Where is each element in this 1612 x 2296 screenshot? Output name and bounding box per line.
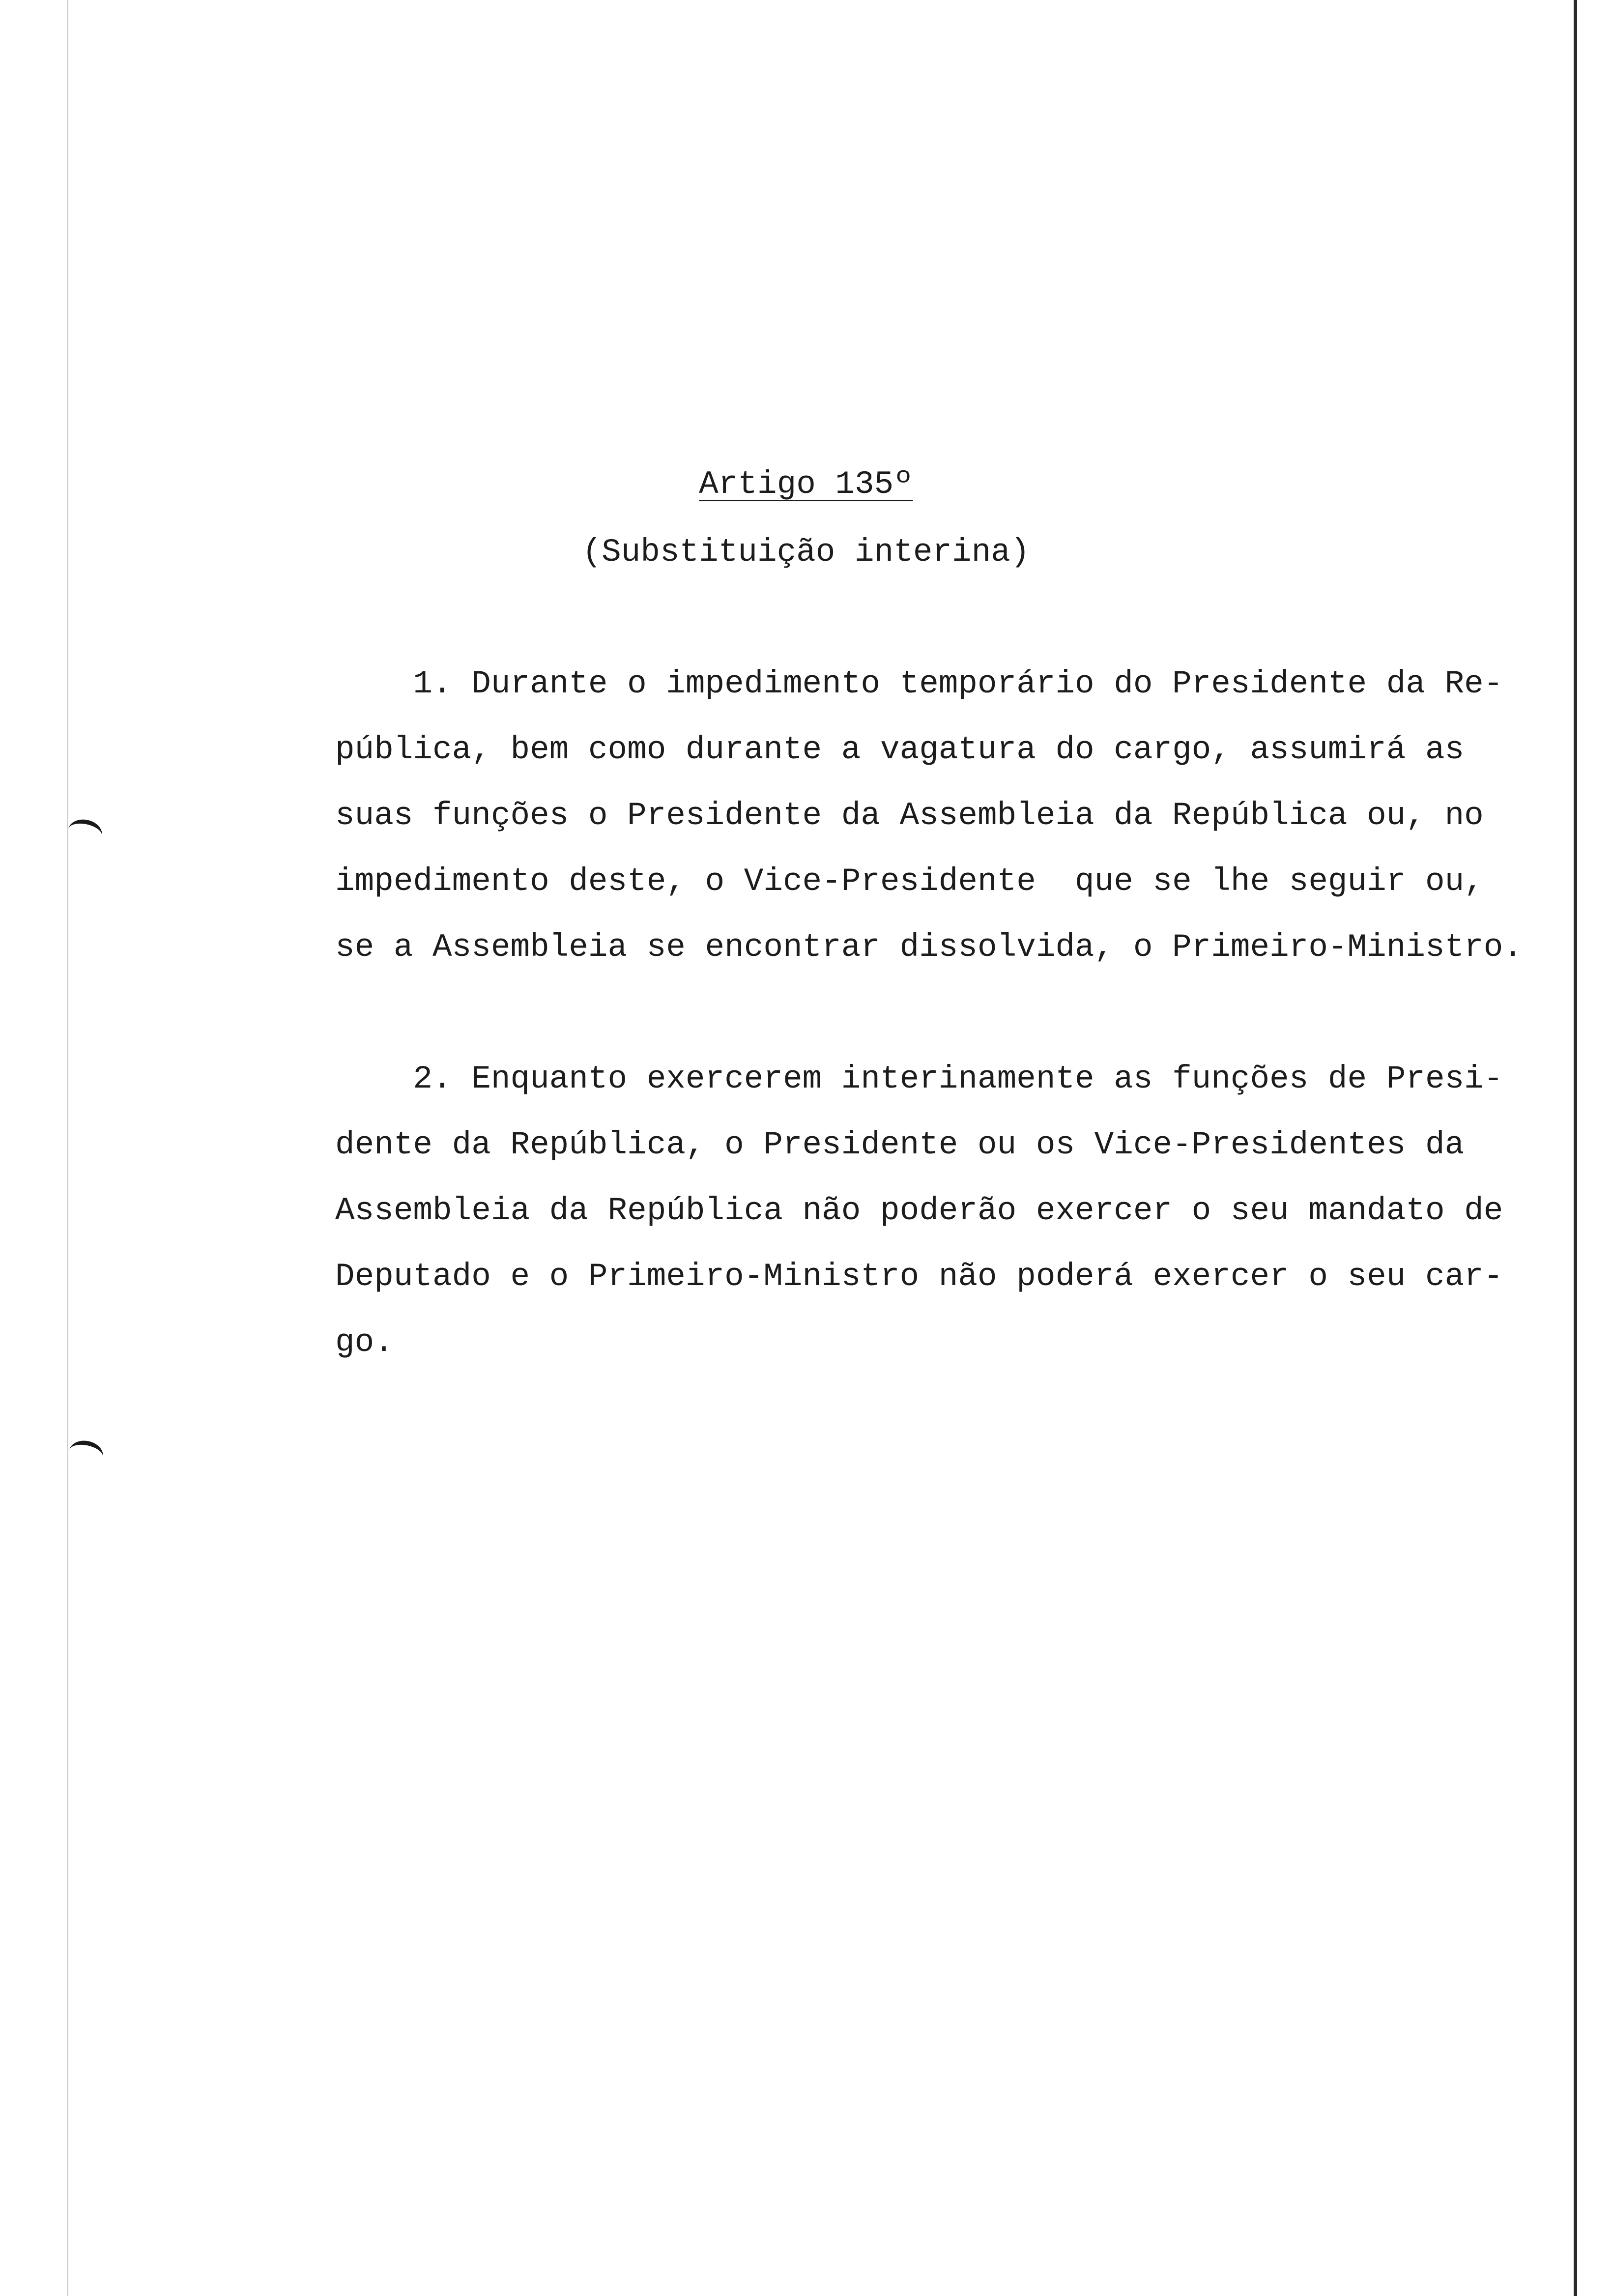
scan-margin-line	[67, 0, 68, 2296]
article-subtitle: (Substituição interina)	[582, 534, 1030, 571]
text-line: suas funções o Presidente da Assembleia da República ou, no	[335, 797, 1484, 834]
text-line: 1. Durante o impedimento temporário do Presidente da Re-	[335, 665, 1503, 702]
text-line: go.	[335, 1324, 394, 1361]
scan-page-edge	[1574, 0, 1577, 2296]
article-title: Artigo 135º	[699, 466, 913, 503]
text-line: se a Assembleia se encontrar dissolvida, o Primeiro-Ministro.	[335, 929, 1523, 966]
text-line: 2. Enquanto exercerem interinamente as funções de Presi-	[335, 1061, 1503, 1097]
text-line: Deputado e o Primeiro-Ministro não poderá exercer o seu car-	[335, 1258, 1503, 1295]
text-line: dente da República, o Presidente ou os Vice-Presidentes da	[335, 1126, 1465, 1163]
punch-hole-mark	[65, 816, 104, 849]
text-line: Assembleia da República não poderão exercer o seu mandato de	[335, 1192, 1503, 1229]
text-line: impedimento deste, o Vice-Presidente que se lhe seguir ou,	[335, 863, 1484, 900]
text-line: pública, bem como durante a vagatura do cargo, assumirá as	[335, 731, 1465, 768]
punch-hole-mark	[66, 1437, 105, 1470]
